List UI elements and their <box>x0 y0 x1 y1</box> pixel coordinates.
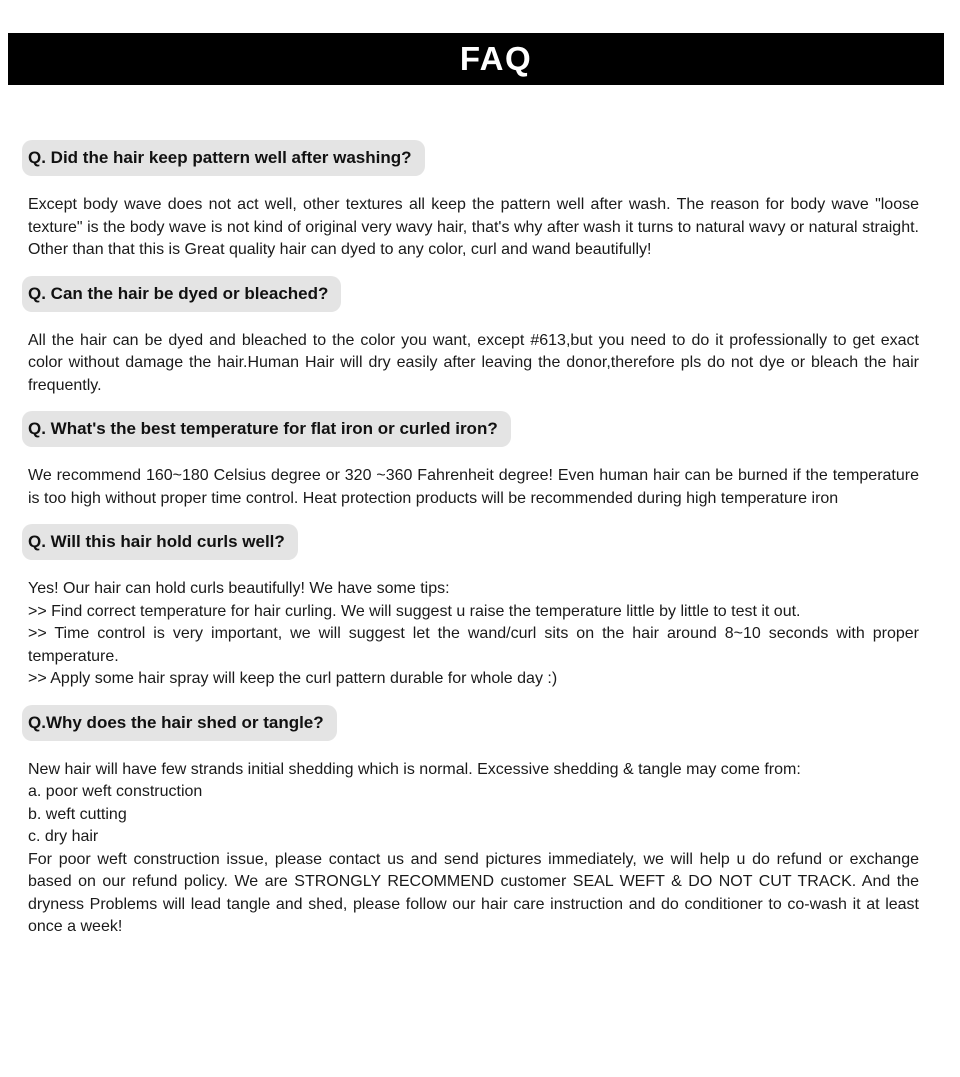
faq-item <box>28 276 919 398</box>
faq-question: Q.Why does the hair shed or tangle? <box>22 705 337 741</box>
faq-answer <box>28 330 919 398</box>
page-title: FAQ <box>459 40 533 77</box>
faq-question: Q. What's the best temperature for flat iron or curled iron? <box>22 411 511 447</box>
faq-answer <box>28 465 919 510</box>
answer-line: New hair will have few strands initial shedding which is normal. Excessive shedding & tangle may come from: <box>28 760 801 778</box>
faq-question: Q. Did the hair keep pattern well after washing? <box>22 140 425 176</box>
answer-line: >> Apply some hair spray will keep the curl pattern durable for whole day :) <box>28 670 558 687</box>
answer-line: a. poor weft construction <box>28 783 203 800</box>
answer-line: All the hair can be dyed and bleached to the color you want, except #613,but you need to do it professionally to get exact color without damage the hair.Human Hair will dry easily after leaving the donor,therefore pls do not dye or bleach the hair frequently. <box>28 331 919 394</box>
faq-answer <box>28 194 919 262</box>
answer-line: >> Find correct temperature for hair curling. We will suggest u raise the temperature little by little to test it out. <box>28 602 801 620</box>
faq-question: Q. Will this hair hold curls well? <box>22 524 298 560</box>
faq-answer <box>28 759 919 939</box>
answer-line: We recommend 160~180 Celsius degree or 320 ~360 Fahrenheit degree! Even human hair can be burned if the temperature is too high without proper time control. Heat protection products will be recommended during high temperature iron <box>28 467 919 507</box>
faq-item <box>28 705 919 939</box>
faq-page <box>0 33 960 939</box>
faq-header-bar <box>8 33 944 85</box>
faq-content <box>28 140 919 939</box>
faq-item <box>28 411 919 510</box>
faq-question: Q. Can the hair be dyed or bleached? <box>22 276 341 312</box>
answer-line: b. weft cutting <box>28 805 127 823</box>
faq-item <box>28 524 919 691</box>
answer-line: >> Time control is very important, we will suggest let the wand/curl sits on the hair around 8~10 seconds with proper temperature. <box>28 625 919 665</box>
answer-line: Yes! Our hair can hold curls beautifully! We have some tips: <box>28 580 450 597</box>
faq-item <box>28 140 919 262</box>
answer-line: For poor weft construction issue, please contact us and send pictures immediately, we will help u do refund or exchange based on our refund policy. We are STRONGLY RECOMMEND customer SEAL WEFT & DO NOT CUT TRACK. And the dryness Problems will lead tangle and shed, please follow our hair care instruction and do conditioner to co-wash it at least once a week! <box>28 850 919 935</box>
faq-answer <box>28 578 919 691</box>
answer-line: c. dry hair <box>28 828 99 845</box>
answer-line: Except body wave does not act well, other textures all keep the pattern well after wash. The reason for body wave "loose texture" is the body wave is not kind of original very wavy hair, that's why after wash it turns to natural wavy or natural straight. Other than that this is Great quality hair can dyed to any color, curl and wand beautifully! <box>28 196 919 258</box>
